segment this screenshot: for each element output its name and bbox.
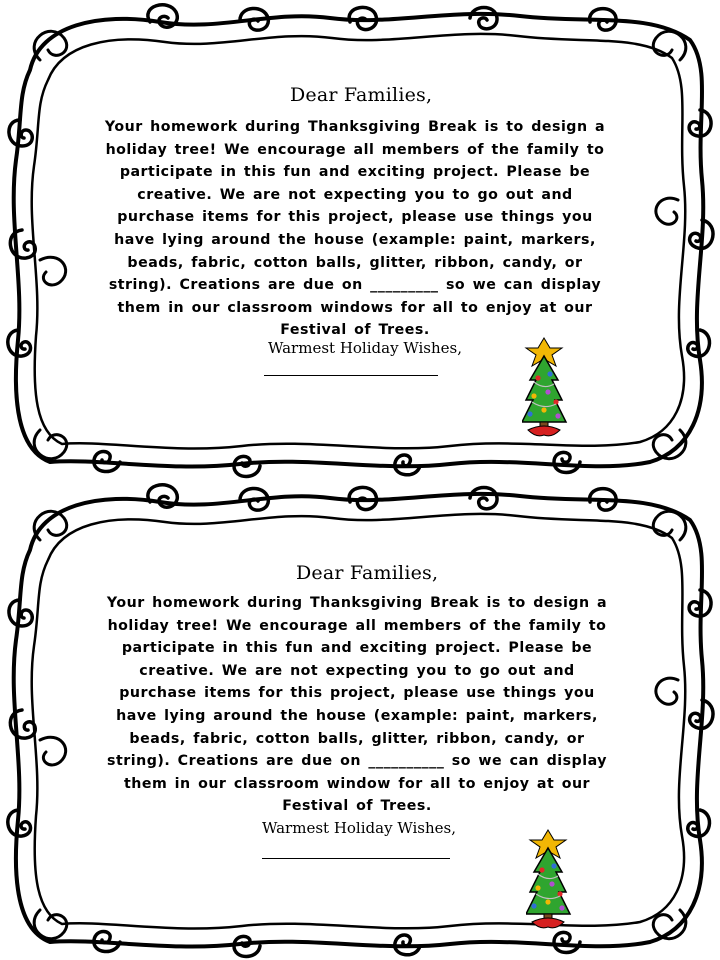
- letter-body: Your homework during Thanksgiving Break is to design a holiday tree! We encourage all members of the family to participate in this fun and exciting project. Please be creative. We are not expecting you to go out and purchase items for this project, please use things you have lying around the house (example: paint, markers, beads, fabric, cotton balls, glitter, ribbon, candy, or string). Creations are due on _________ so we can display them in our classroom windows for all to enjoy at our Festival of Trees.: [104, 119, 606, 339]
- christmas-tree-icon: [522, 318, 568, 440]
- signature-line: [264, 375, 438, 376]
- christmas-tree-icon: [526, 810, 572, 932]
- closing: Warmest Holiday Wishes,: [268, 339, 462, 357]
- greeting: Dear Families,: [296, 562, 439, 584]
- letter-body: Your homework during Thanksgiving Break is to design a holiday tree! We encourage all members of the family to participate in this fun and exciting project. Please be creative. We are not expecting you to go out and purchase items for this project, please use things you have lying around the house (example: paint, markers, beads, fabric, cotton balls, glitter, ribbon, candy, or string). Creations are due on __________ so we can display them in our classroom window for all to enjoy at our Festival of Trees.: [106, 595, 608, 815]
- signature-line: [262, 858, 450, 859]
- homework-note-2: [0, 480, 720, 960]
- greeting: Dear Families,: [290, 84, 433, 106]
- closing: Warmest Holiday Wishes,: [262, 819, 456, 837]
